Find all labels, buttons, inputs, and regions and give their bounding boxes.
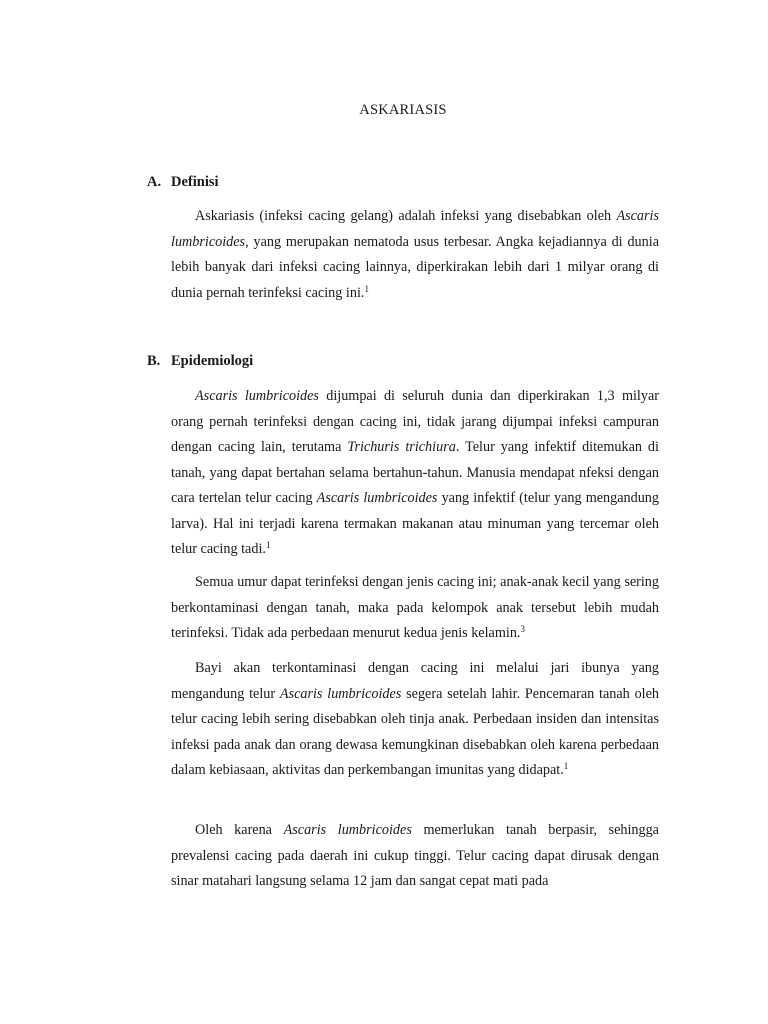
text-run: Askariasis (infeksi cacing gelang) adalah infeksi yang disebabkan oleh — [195, 208, 617, 224]
species-name: Ascaris lumbricoides — [171, 208, 659, 250]
species-name: Trichuris trichiura — [347, 439, 456, 455]
text-run: , yang merupakan nematoda usus terbesar. Angka kejadiannya di dunia lebih banyak dari infeksi cacing lainnya, diperkirakan lebih dari 1 milyar orang di dunia pernah terinfeksi cacing ini. — [171, 233, 659, 301]
footnote-ref: 1 — [364, 283, 369, 294]
species-name: Ascaris lumbricoides — [316, 490, 438, 506]
footnote-ref: 1 — [265, 540, 271, 550]
paragraph-epidemiologi-1 — [171, 384, 659, 563]
paragraph-definisi — [171, 204, 659, 306]
paragraph-epidemiologi-4 — [171, 818, 659, 895]
paragraph-epidemiologi-3 — [171, 656, 659, 784]
section-title: Definisi — [171, 174, 219, 190]
section-letter: A. — [147, 174, 162, 190]
species-name: Ascaris lumbricoides — [195, 388, 319, 404]
footnote-ref: 1 — [563, 761, 569, 771]
section-heading-definisi — [147, 174, 219, 191]
text-run: . Telur yang infektif ditemukan di tanah, yang dapat bertahan selama bertahun-tahun. Manusia mendapat nfeksi dengan cara tertelan telur cacing — [171, 439, 659, 506]
section-letter: B. — [147, 353, 161, 369]
paragraph-epidemiologi-2 — [171, 570, 659, 647]
document-title: ASKARIASIS — [359, 102, 447, 118]
text-run: Oleh karena — [195, 822, 284, 838]
text-run: Bayi akan terkontaminasi dengan cacing ini melalui jari ibunya yang mengandung telur — [171, 660, 659, 702]
footnote-ref: 3 — [520, 624, 525, 634]
section-heading-epidemiologi — [147, 353, 253, 370]
text-run: dijumpai di seluruh dunia dan diperkirakan 1,3 milyar orang pernah terinfeksi dengan cacing ini, tidak jarang dijumpai infeksi campuran dengan cacing lain, terutama — [171, 388, 659, 455]
text-run: memerlukan tanah berpasir, sehingga prevalensi cacing pada daerah ini cukup tinggi. Telur cacing dapat dirusak dengan sinar matahari langsung selama 12 jam dan sangat cepat mati pada — [171, 822, 659, 889]
species-name: Ascaris lumbricoides — [279, 685, 402, 702]
text-run: Semua umur dapat terinfeksi dengan jenis cacing ini; anak-anak kecil yang sering berkontaminasi dengan tanah, maka pada kelompok anak tersebut lebih mudah terinfeksi. Tidak ada perbedaan menurut kedua jenis kelamin. — [171, 574, 659, 641]
species-name: Ascaris lumbricoides — [283, 822, 412, 838]
text-run: segera setelah lahir. Pencemaran tanah oleh telur cacing lebih sering disebabkan oleh tinja anak. Perbedaan insiden dan intensitas infeksi pada anak dan orang dewasa kemungkinan disebabkan oleh karena perbedaan dalam kebiasaan, aktivitas dan perkembangan imunitas yang didapat. — [171, 685, 659, 778]
text-run: yang infektif (telur yang mengandung larva). Hal ini terjadi karena termakan makanan atau minuman yang tercemar oleh telur cacing tadi. — [171, 490, 659, 557]
section-title: Epidemiologi — [171, 353, 254, 369]
